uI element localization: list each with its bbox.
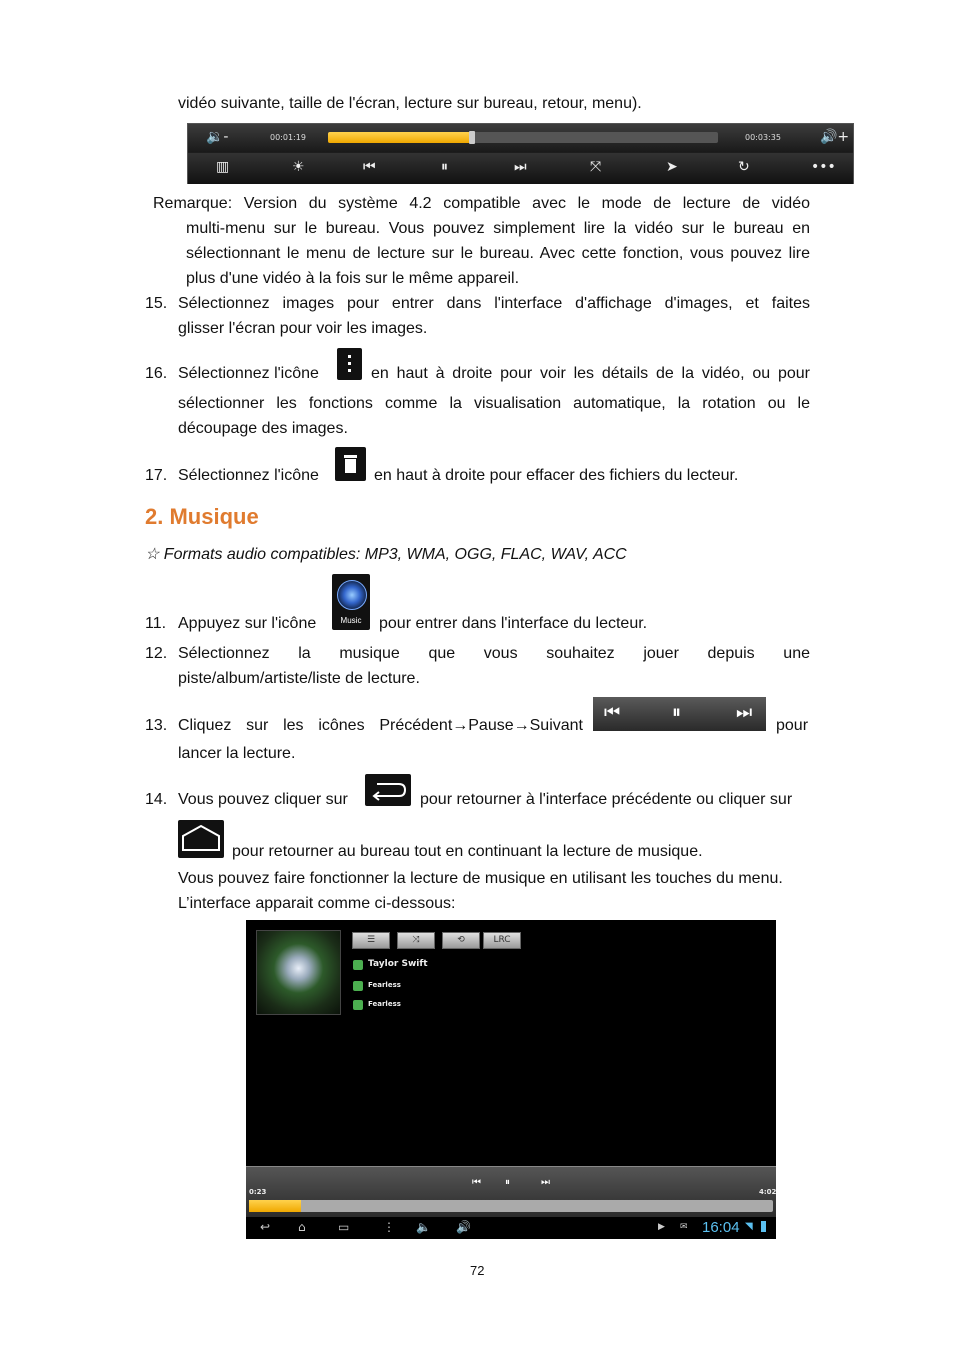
status-wifi-icon: ◥ (745, 1221, 753, 1232)
video-time-elapsed: 00:01:19 (270, 133, 306, 142)
home-icon (178, 820, 224, 858)
lrc-button: LRC (483, 932, 521, 949)
section-title: 2. Musique (145, 504, 259, 529)
video-time-total: 00:03:35 (745, 133, 781, 142)
artist-icon (353, 960, 363, 970)
album-name: Fearless (368, 981, 401, 989)
page-number: 72 (470, 1263, 485, 1278)
music-player-screenshot (246, 920, 776, 1239)
music-item-13-number: 13. (145, 717, 168, 734)
item-15-line-1: Sélectionnez images pour entrer dans l'interface d'affichage d'images, et faites (178, 295, 810, 312)
intro-line: vidéo suivante, taille de l'écran, lecture sur bureau, retour, menu). (178, 95, 642, 112)
track-icon (353, 1000, 363, 1010)
return-icon: ↻ (738, 159, 750, 175)
music-app-icon (332, 574, 370, 630)
nav-volume-down-icon: 🔈 (416, 1220, 431, 1234)
music-item-13-line-2: lancer la lecture. (178, 745, 296, 762)
player-time-elapsed: 0:23 (249, 1188, 267, 1196)
item-17-post: en haut à droite pour effacer des fichiers du lecteur. (374, 467, 739, 484)
screen-size-icon: ⤧ (590, 159, 602, 175)
item-16-line-2: sélectionner les fonctions comme la visualisation automatique, la rotation ou le (178, 395, 810, 412)
track-name: Fearless (368, 1000, 401, 1008)
video-bottom-bar (188, 153, 853, 184)
music-item-14-pre: Vous pouvez cliquer sur (178, 791, 348, 808)
item-15-line-2: glisser l'écran pour voir les images. (178, 320, 428, 337)
music-item-14-line-2: pour retourner au bureau tout en continuant la lecture de musique. (232, 843, 703, 860)
item-16-pre: Sélectionnez l'icône (178, 365, 319, 382)
remark-line-2: multi-menu sur le bureau. Vous pouvez simplement lire la vidéo sur le bureau en (186, 220, 810, 237)
status-play-icon: ▶ (658, 1222, 665, 1232)
video-progress-track (328, 132, 718, 143)
playback-controls-image (593, 697, 766, 731)
music-item-14-line-3: Vous pouvez faire fonctionner la lecture de musique en utilisant les touches du menu. (178, 870, 783, 887)
brightness-icon: ☀ (292, 159, 305, 175)
pause-icon: ⏸ (672, 702, 681, 723)
list-button: ☰ (352, 932, 390, 949)
nav-menu-icon: ⋮ (383, 1220, 395, 1234)
cursor-icon: ➤ (666, 159, 678, 175)
volume-up-icon: 🔊+ (820, 129, 850, 145)
system-nav-bar (246, 1218, 776, 1239)
player-next-icon: ⏭ (541, 1177, 550, 1188)
player-progress-fill (249, 1200, 301, 1212)
video-top-bar (188, 124, 853, 152)
artist-name: Taylor Swift (368, 959, 428, 969)
remark-line-3: sélectionnant le menu de lecture sur le bureau. Avec cette fonction, vous pouvez lire (186, 245, 810, 262)
shuffle-button: ⤨ (397, 932, 435, 949)
status-mail-icon: ✉ (680, 1222, 688, 1232)
album-art (256, 930, 341, 1015)
volume-down-icon: 🔉- (206, 129, 229, 145)
player-previous-icon: ⏮ (472, 1177, 481, 1188)
music-item-12-line-1: Sélectionnez la musique que vous souhaitez jouer depuis une (178, 645, 810, 662)
nav-volume-up-icon: 🔊 (456, 1220, 471, 1234)
repeat-button: ⟲ (442, 932, 480, 949)
music-item-11-number: 11. (145, 615, 167, 632)
playlist-icon: ▥ (216, 159, 230, 175)
music-item-14-line-4: L’interface apparait comme ci-dessous: (178, 895, 456, 912)
video-control-bar-image (187, 123, 854, 184)
more-options-icon (337, 348, 362, 380)
music-item-12-line-2: piste/album/artiste/liste de lecture. (178, 670, 420, 687)
back-icon (365, 774, 411, 806)
item-16-post: en haut à droite pour voir les détails de la vidéo, ou pour (371, 365, 810, 382)
home-svg (178, 820, 224, 858)
music-item-13-post: pour (776, 717, 809, 734)
item-17-pre: Sélectionnez l'icône (178, 467, 319, 484)
back-arrow-svg (365, 774, 411, 806)
music-item-12-number: 12. (145, 645, 168, 662)
music-app-icon-label: Music (340, 616, 362, 625)
next-icon: ⏭ (736, 702, 753, 723)
player-progress-track (249, 1200, 773, 1212)
music-item-14-post: pour retourner à l'interface précédente ou cliquer sur (420, 791, 793, 808)
menu-dots-icon: ••• (811, 159, 836, 175)
player-time-total: 4:02 (759, 1188, 777, 1196)
music-item-14-number: 14. (145, 791, 168, 808)
status-battery-icon (761, 1221, 766, 1232)
music-item-11-pre: Appuyez sur l'icône (178, 615, 317, 632)
nav-home-icon: ⌂ (298, 1220, 306, 1234)
nav-recent-icon: ▭ (338, 1220, 350, 1234)
remark-line-1: Remarque: Version du système 4.2 compatible avec le mode de lecture de vidéo (153, 195, 810, 212)
nav-back-icon: ↩ (260, 1220, 271, 1234)
pause-icon: ⏸ (441, 159, 448, 175)
trash-icon (335, 447, 366, 481)
player-controls-bar (246, 1166, 776, 1217)
audio-formats: ☆ Formats audio compatibles: MP3, WMA, OGG, FLAC, WAV, ACC (145, 546, 627, 563)
remark-line-4: plus d'une vidéo à la fois sur le même appareil. (186, 270, 520, 287)
player-pause-icon: ⏸ (505, 1177, 510, 1188)
item-17-number: 17. (145, 467, 168, 484)
item-15-number: 15. (145, 295, 168, 312)
previous-icon: ⏮ (604, 702, 621, 723)
music-item-13-pre: Cliquez sur les icônes Précédent→Pause→Suivant (178, 717, 583, 734)
previous-icon: ⏮ (363, 159, 376, 175)
item-16-number: 16. (145, 365, 168, 382)
video-progress-knob (469, 131, 475, 144)
album-icon (353, 981, 363, 991)
item-16-line-3: découpage des images. (178, 420, 348, 437)
music-item-11-post: pour entrer dans l'interface du lecteur. (379, 615, 648, 632)
status-clock: 16:04 (702, 1219, 740, 1236)
next-icon: ⏭ (514, 159, 527, 175)
video-progress-fill (328, 132, 472, 143)
